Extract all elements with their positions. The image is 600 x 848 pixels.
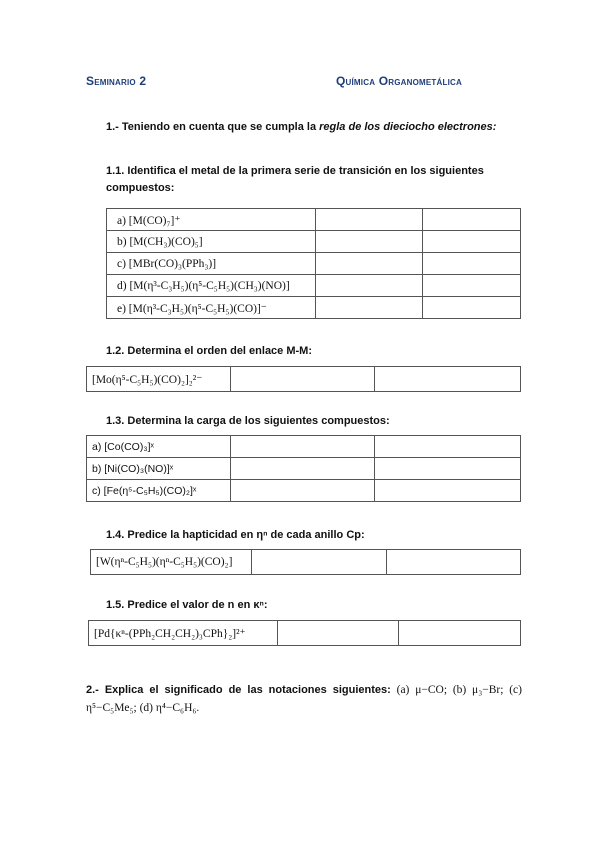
answer-cell[interactable]	[316, 253, 423, 275]
answer-cell[interactable]	[423, 275, 521, 297]
table-cell: c) [MBr(CO)₃(PPh₃)]	[107, 253, 316, 275]
answer-cell[interactable]	[423, 297, 521, 319]
header-left	[86, 74, 146, 88]
answer-cell[interactable]	[375, 458, 521, 480]
answer-cell[interactable]	[375, 480, 521, 502]
table-row	[107, 253, 521, 275]
question-2-bold: 2.- Explica el significado de las notaciones siguientes:	[86, 684, 391, 696]
header-right-text: Química Organometálica	[336, 74, 462, 88]
table-cell: a) [M(CO)₇]⁺	[107, 209, 316, 231]
answer-cell[interactable]	[231, 436, 375, 458]
table-row	[87, 436, 521, 458]
answer-cell[interactable]	[316, 297, 423, 319]
table-1-3	[86, 435, 521, 502]
answer-cell[interactable]	[387, 550, 521, 575]
answer-cell[interactable]	[316, 275, 423, 297]
answer-cell[interactable]	[316, 209, 423, 231]
question-2-rest: (a) μ−CO; (b) μ₃−Br; (c) η⁵−C₅Me₅; (d) η⁴−C₆H₆.	[86, 684, 522, 714]
table-row	[87, 367, 521, 392]
table-cell: [Mo(η⁵-C₅H₅)(CO)₂]₂²⁻	[87, 367, 231, 392]
answer-cell[interactable]	[231, 480, 375, 502]
table-cell: [Pd{κⁿ-(PPh₂CH₂CH₂)₃CPh}₂]²⁺	[89, 621, 278, 646]
answer-cell[interactable]	[316, 231, 423, 253]
table-1-5	[88, 620, 521, 646]
table-row	[107, 275, 521, 297]
section-1-2-title: 1.2. Determina el orden del enlace M-M:	[106, 345, 313, 357]
table-cell: b) [Ni(CO)₃(NO)]ˣ	[87, 458, 231, 480]
answer-cell[interactable]	[399, 621, 521, 646]
table-cell: d) [M(η³-C₃H₅)(η⁵-C₅H₅)(CH₃)(NO)]	[107, 275, 316, 297]
table-row	[87, 480, 521, 502]
table-1-2	[86, 366, 521, 392]
header-right	[336, 74, 462, 88]
table-row	[87, 458, 521, 480]
answer-cell[interactable]	[375, 436, 521, 458]
table-cell: c) [Fe(η⁵-C₅H₅)(CO)₂]ˣ	[87, 480, 231, 502]
question-1-intro	[106, 119, 526, 136]
answer-cell[interactable]	[423, 231, 521, 253]
table-cell: [W(ηⁿ-C₅H₅)(ηⁿ-C₅H₅)(CO)₂]	[91, 550, 252, 575]
table-row	[107, 209, 521, 231]
answer-cell[interactable]	[423, 209, 521, 231]
header-left-text: Seminario 2	[86, 74, 147, 88]
answer-cell[interactable]	[231, 458, 375, 480]
table-cell: a) [Co(CO)₃]ˣ	[87, 436, 231, 458]
table-row	[107, 231, 521, 253]
question-1-intro-italic: regla de los dieciocho electrones:	[319, 121, 497, 133]
question-2	[86, 681, 522, 717]
section-1-1-title: 1.1. Identifica el metal de la primera serie de transición en los siguientes compuestos:	[106, 165, 484, 194]
table-1-1	[106, 208, 521, 319]
table-row	[89, 621, 521, 646]
answer-cell[interactable]	[423, 253, 521, 275]
table-cell: b) [M(CH₃)(CO)₅]	[107, 231, 316, 253]
answer-cell[interactable]	[231, 367, 375, 392]
table-cell: e) [M(η³-C₃H₅)(η⁵-C₅H₅)(CO)]⁻	[107, 297, 316, 319]
table-1-4	[90, 549, 521, 575]
answer-cell[interactable]	[375, 367, 521, 392]
section-1-5-title: 1.5. Predice el valor de n en κⁿ:	[106, 599, 268, 611]
answer-cell[interactable]	[278, 621, 399, 646]
question-1-intro-prefix: 1.- Teniendo en cuenta que se cumpla la	[106, 121, 320, 133]
table-row	[91, 550, 521, 575]
section-1-4-title: 1.4. Predice la hapticidad en ηⁿ de cada anillo Cp:	[106, 529, 365, 541]
answer-cell[interactable]	[252, 550, 387, 575]
section-1-3-title: 1.3. Determina la carga de los siguientes compuestos:	[106, 415, 390, 427]
table-row	[107, 297, 521, 319]
